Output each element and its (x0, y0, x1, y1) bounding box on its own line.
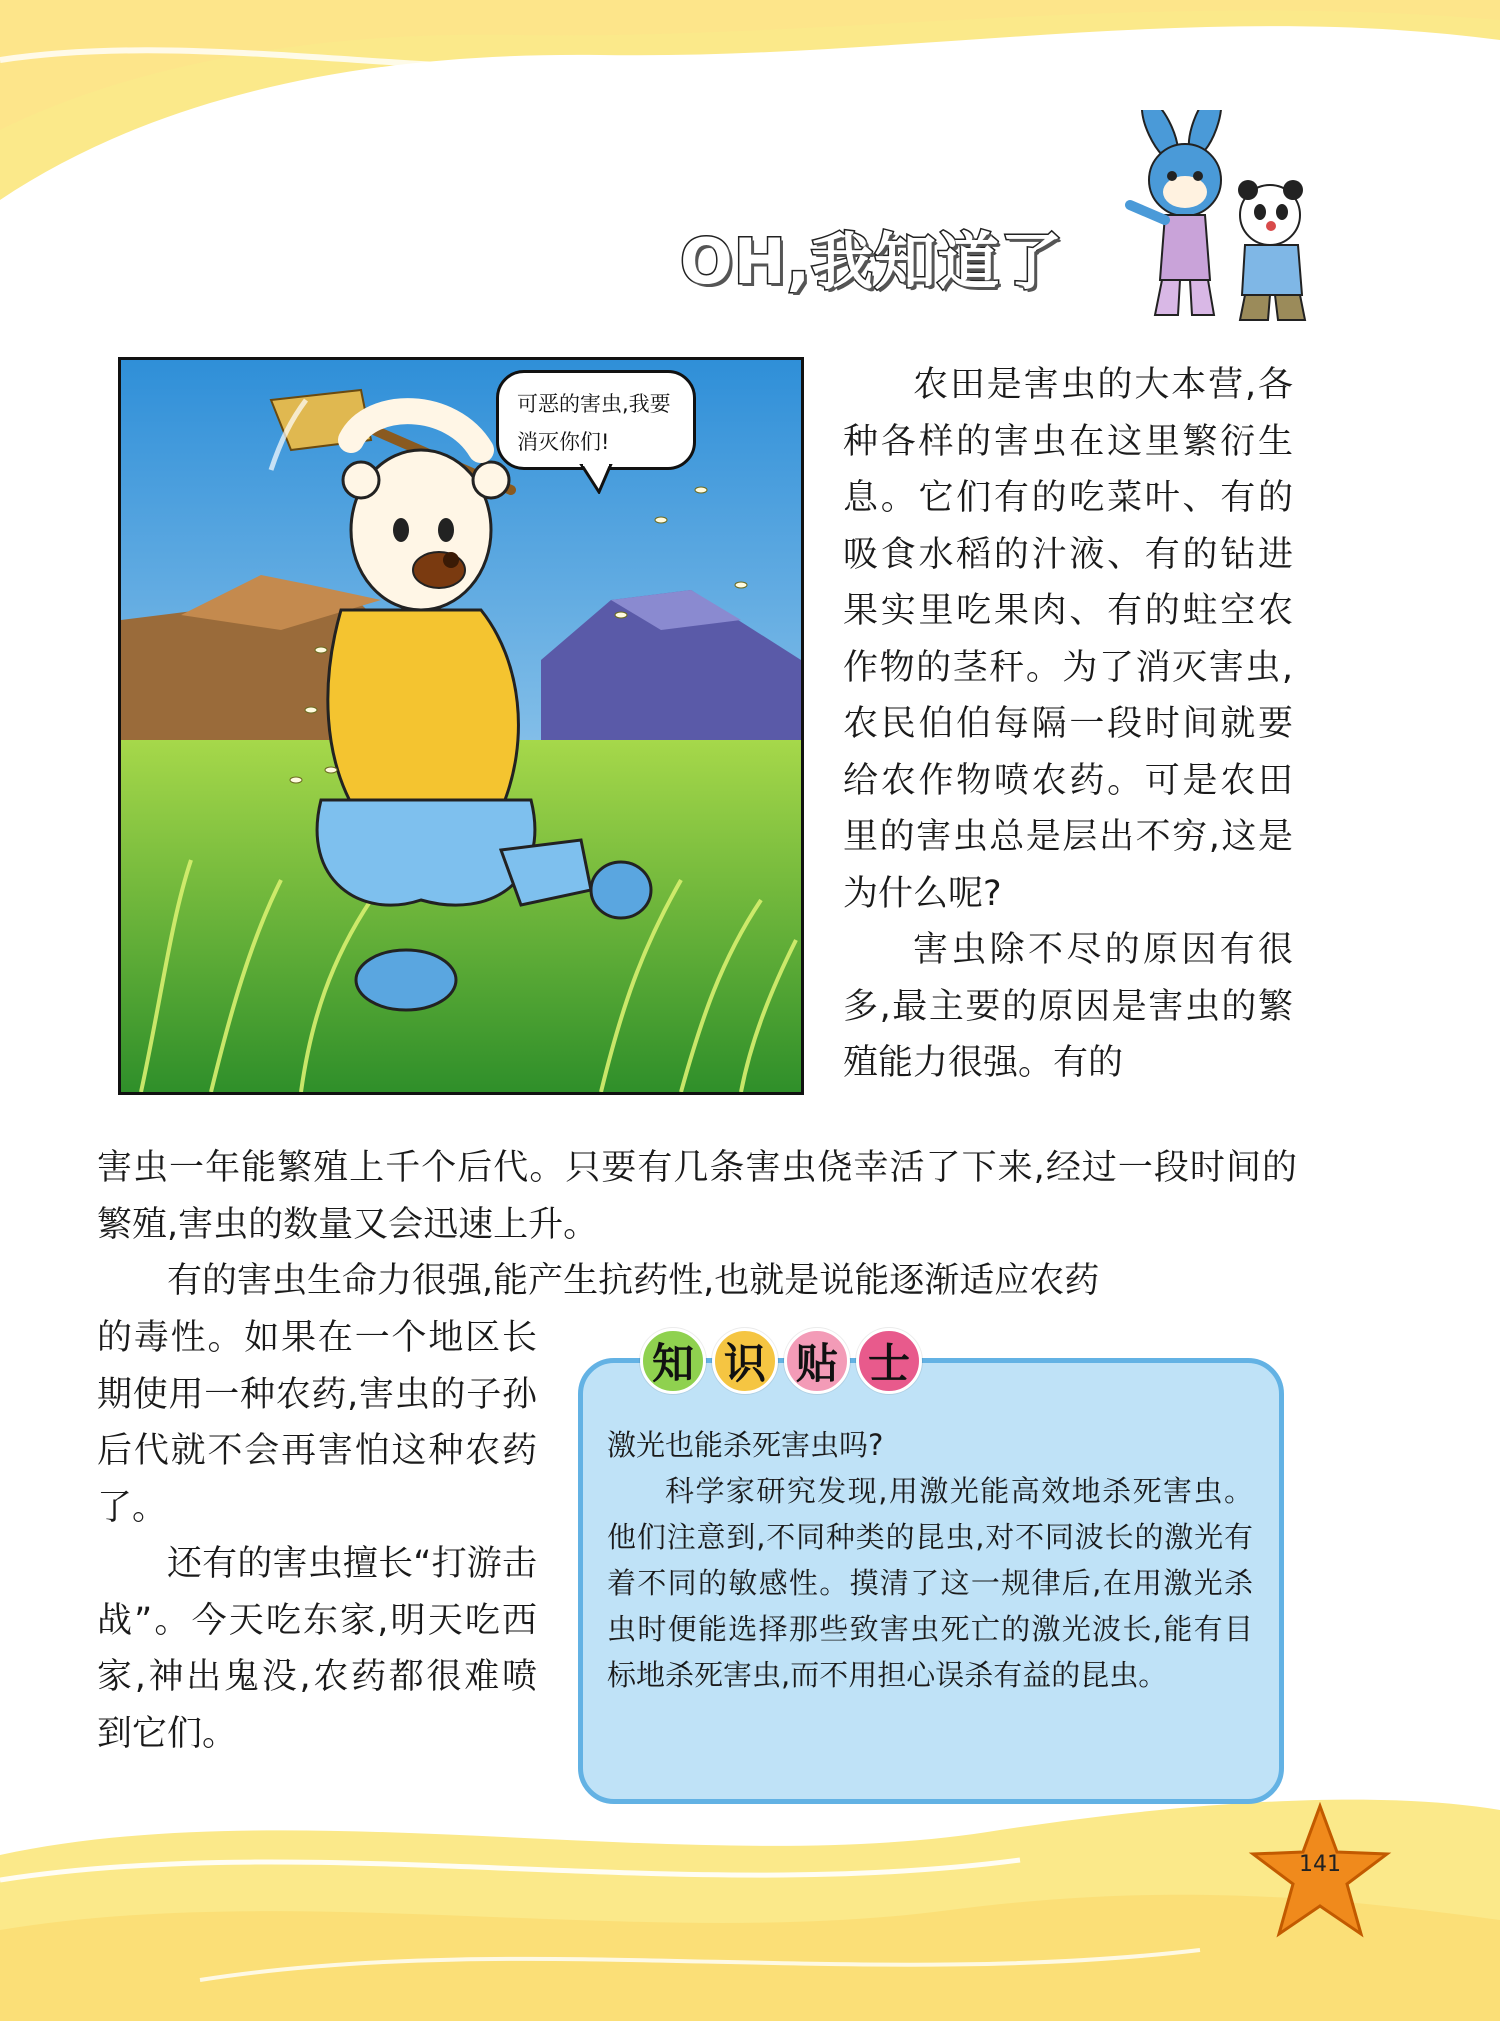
comic-panel (118, 357, 804, 1095)
tips-body: 科学家研究发现,用激光能高效地杀死害虫。他们注意到,不同种类的昆虫,对不同波长的激光有着不同的敏感性。摸清了这一规律后,在用激光杀虫时便能选择那些致害虫死亡的激光波长,能有目标地杀死害虫,而不用担心误杀有益的昆虫。 (607, 1474, 1253, 1692)
article-text: 还有的害虫擅长“打游击战”。今天吃东家,明天吃西家,神出鬼没,农药都很难喷到它们。 (97, 1544, 537, 1754)
tips-heading-char: 识 (712, 1328, 778, 1394)
article-text: 有的害虫生命力很强,能产生抗药性,也就是说能逐渐适应农药 (167, 1261, 1100, 1301)
tips-heading-char: 贴 (784, 1328, 850, 1394)
bear-swatting-insects-with-broom-illustration (121, 360, 801, 1092)
article-text: 农田是害虫的大本营,各种各样的害虫在这里繁衍生息。它们有的吃菜叶、有的吸食水稻的汁液、有的钻进果实里吃果肉、有的蛀空农作物的茎秆。为了消灭害虫,农民伯伯每隔一段时间就要给农作物喷农药。可是农田里的害虫总是层出不穷,这是为什么呢? (843, 365, 1293, 914)
tips-heading-char: 士 (856, 1328, 922, 1394)
article-text: 的毒性。如果在一个地区长期使用一种农药,害虫的子孙后代就不会再害怕这种农药了。 (97, 1318, 537, 1528)
article-paragraph-3 (97, 1310, 537, 1762)
article-paragraph-1 (843, 357, 1293, 1092)
page-number: 141 (1299, 1852, 1341, 1877)
rabbit-and-panda-mascots-icon (1110, 110, 1340, 330)
knowledge-tips-heading (640, 1328, 928, 1398)
article-text: 害虫一年能繁殖上千个后代。只要有几条害虫侥幸活了下来,经过一段时间的繁殖,害虫的数量又会迅速上升。 (97, 1148, 1297, 1245)
article-text: 害虫除不尽的原因有很多,最主要的原因是害虫的繁殖能力很强。有的 (843, 930, 1293, 1083)
speech-bubble-tail (579, 464, 619, 494)
article-paragraph-2 (97, 1140, 1297, 1310)
speech-bubble: 可恶的害虫,我要消灭你们! (496, 370, 696, 470)
tips-heading-char: 知 (640, 1328, 706, 1394)
section-title-banner: OH,我知道了 (680, 225, 1064, 298)
tips-question: 激光也能杀死害虫吗? (607, 1428, 884, 1462)
